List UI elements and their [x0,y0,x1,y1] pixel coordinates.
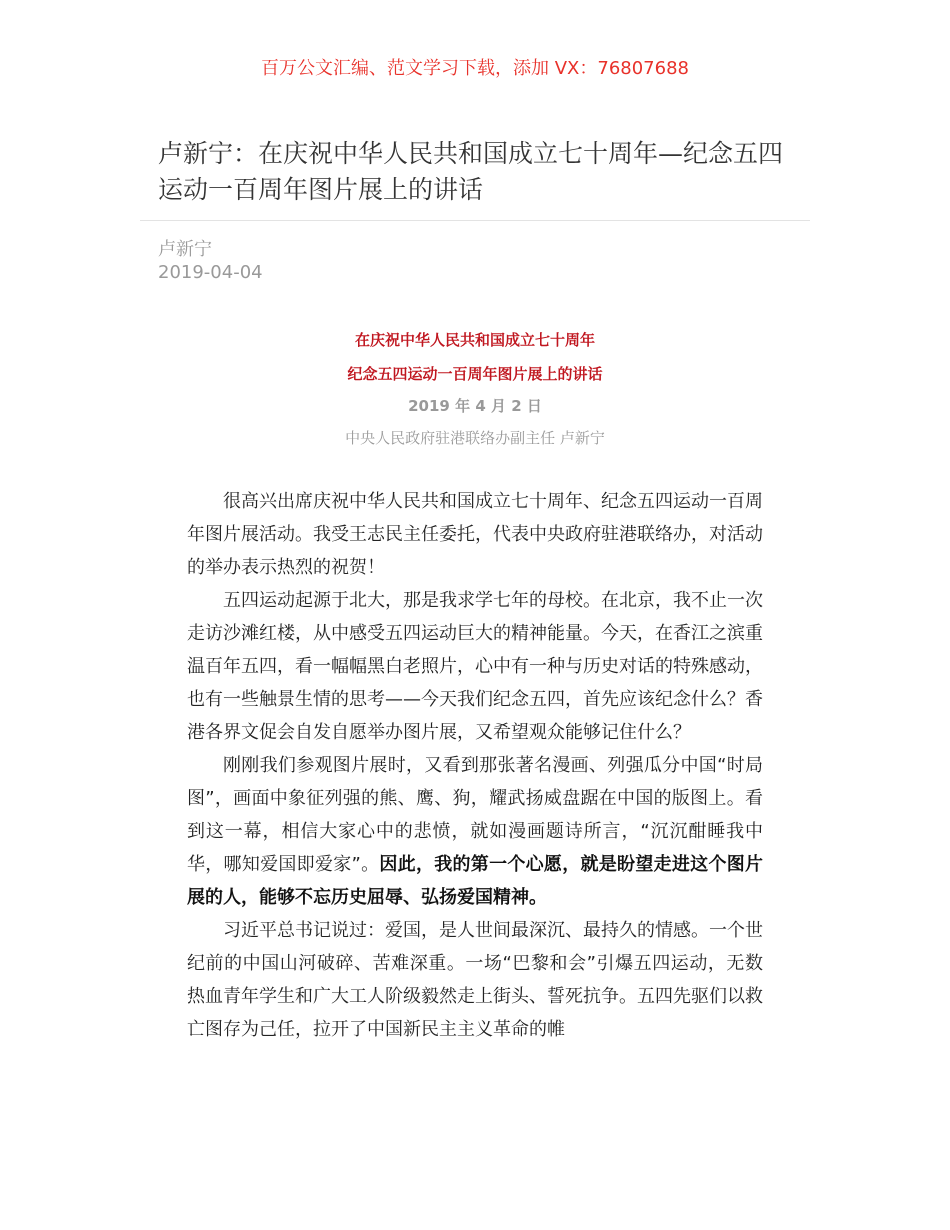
speech-heading-line-2: 纪念五四运动一百周年图片展上的讲话 [347,365,603,383]
body-paragraph [187,584,763,749]
paragraph-text: 刚刚我们参观图片展时，又看到那张著名漫画、列强瓜分中国“时局图”，画面中象征列强的熊、鹰、狗，耀武扬威盘踞在中国的版图上。看到这一幕，相信大家心中的悲愤，就如漫画题诗所言，“沉沉酣睡我中华，哪知爱国即爱家”。 [187,755,763,875]
speech-heading-line-1: 在庆祝中华人民共和国成立七十周年 [354,331,595,349]
speaker-byline: 中央人民政府驻港联络办副主任 卢新宁 [345,429,605,447]
article-title: 卢新宁：在庆祝中华人民共和国成立七十周年—纪念五四运动一百周年图片展上的讲话 [158,139,784,204]
speech-body [187,485,763,1046]
body-paragraph [187,485,763,584]
speech-date: 2019 年 4 月 2 日 [408,397,542,415]
body-paragraph [187,914,763,1046]
paragraph-text: 五四运动起源于北大，那是我求学七年的母校。在北京，我不止一次走访沙滩红楼，从中感受五四运动巨大的精神能量。今天，在香江之滨重温百年五四，看一幅幅黑白老照片，心中有一种与历史对话的特殊感动，也有一些触景生情的思考——今天我们纪念五四，首先应该纪念什么？香港各界文促会自发自愿举办图片展，又希望观众能够记住什么？ [187,590,763,743]
paragraph-text: 很高兴出席庆祝中华人民共和国成立七十周年、纪念五四运动一百周年图片展活动。我受王志民主任委托，代表中央政府驻港联络办，对活动的举办表示热烈的祝贺！ [187,491,763,578]
paragraph-text: 习近平总书记说过：爱国，是人世间最深沉、最持久的情感。一个世纪前的中国山河破碎、苦难深重。一场“巴黎和会”引爆五四运动，无数热血青年学生和广大工人阶级毅然走上街头、誓死抗争。五四先驱们以救亡图存为己任，拉开了中国新民主主义革命的帷 [187,920,763,1040]
article-author: 卢新宁 [158,239,212,260]
title-divider [140,220,810,221]
download-banner: 百万公文汇编、范文学习下载，添加 VX：76807688 [261,58,689,79]
body-paragraph [187,749,763,914]
emphasized-text: 因此，我的第一个心愿，就是盼望走进这个图片展的人，能够不忘历史屈辱、弘扬爱国精神。 [187,854,763,908]
article-date: 2019-04-04 [158,262,263,283]
